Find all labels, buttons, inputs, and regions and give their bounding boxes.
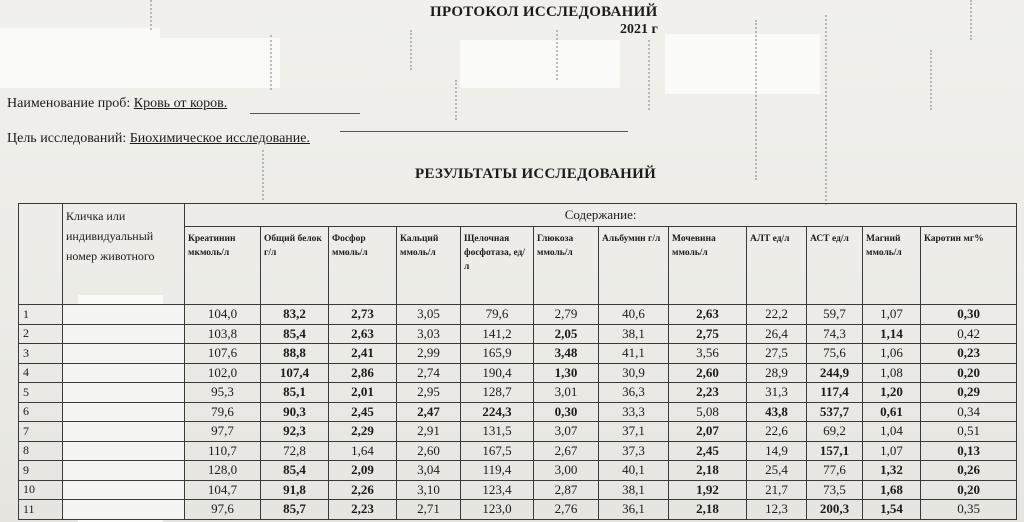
table-cell: 128,7 xyxy=(461,383,534,403)
table-cell: 107,6 xyxy=(185,344,261,364)
row-number: 7 xyxy=(19,422,63,442)
table-cell: 2,75 xyxy=(669,324,747,344)
table-cell: 92,3 xyxy=(261,422,329,442)
table-cell: 3,56 xyxy=(669,344,747,364)
animal-id-cell xyxy=(63,422,185,442)
table-cell: 28,9 xyxy=(747,363,807,383)
underline-rule xyxy=(340,131,628,132)
table-cell: 2,01 xyxy=(329,383,397,403)
table-cell: 1,07 xyxy=(863,305,921,325)
table-cell: 1,92 xyxy=(669,480,747,500)
redacted-area xyxy=(665,34,820,94)
animal-id-cell xyxy=(63,500,185,520)
table-cell: 14,9 xyxy=(747,441,807,461)
redacted-area xyxy=(0,28,160,88)
table-cell: 167,5 xyxy=(461,441,534,461)
table-cell: 2,23 xyxy=(669,383,747,403)
scan-noise xyxy=(455,80,457,120)
table-cell: 36,3 xyxy=(599,383,669,403)
table-cell: 40,1 xyxy=(599,461,669,481)
row-number: 10 xyxy=(19,480,63,500)
table-cell: 85,4 xyxy=(261,324,329,344)
sample-name-value: Кровь от коров. xyxy=(133,96,228,111)
table-cell: 2,47 xyxy=(397,402,461,422)
table-cell: 1,20 xyxy=(863,383,921,403)
table-cell: 3,03 xyxy=(397,324,461,344)
table-cell: 0,26 xyxy=(921,461,1017,481)
animal-id-cell xyxy=(63,480,185,500)
table-cell: 0,23 xyxy=(921,344,1017,364)
animal-id-cell xyxy=(63,402,185,422)
table-cell: 2,99 xyxy=(397,344,461,364)
table-cell: 3,01 xyxy=(534,383,599,403)
column-header: Мочевина ммоль/л xyxy=(669,227,747,305)
table-cell: 117,4 xyxy=(807,383,863,403)
row-number-header xyxy=(19,204,63,305)
row-number: 9 xyxy=(19,461,63,481)
row-number: 3 xyxy=(19,344,63,364)
table-cell: 43,8 xyxy=(747,402,807,422)
table-cell: 0,30 xyxy=(921,305,1017,325)
redacted-area xyxy=(160,38,280,88)
table-cell: 27,5 xyxy=(747,344,807,364)
row-number: 2 xyxy=(19,324,63,344)
table-cell: 131,5 xyxy=(461,422,534,442)
table-cell: 1,30 xyxy=(534,363,599,383)
table-cell: 1,06 xyxy=(863,344,921,364)
table-cell: 123,4 xyxy=(461,480,534,500)
table-cell: 2,45 xyxy=(329,402,397,422)
table-row xyxy=(19,305,1017,325)
table-cell: 2,63 xyxy=(669,305,747,325)
table-cell: 72,8 xyxy=(261,441,329,461)
table-cell: 110,7 xyxy=(185,441,261,461)
table-cell: 3,04 xyxy=(397,461,461,481)
column-header: АЛТ ед/л xyxy=(747,227,807,305)
underline-rule xyxy=(250,113,360,114)
table-row xyxy=(19,324,1017,344)
table-cell: 244,9 xyxy=(807,363,863,383)
table-cell: 2,60 xyxy=(397,441,461,461)
table-cell: 41,1 xyxy=(599,344,669,364)
column-header: Фосфор ммоль/л xyxy=(329,227,397,305)
table-row xyxy=(19,441,1017,461)
column-header: Креатинин мкмоль/л xyxy=(185,227,261,305)
table-cell: 0,13 xyxy=(921,441,1017,461)
table-cell: 0,29 xyxy=(921,383,1017,403)
row-number: 11 xyxy=(19,500,63,520)
table-cell: 0,30 xyxy=(534,402,599,422)
row-number: 6 xyxy=(19,402,63,422)
table-cell: 107,4 xyxy=(261,363,329,383)
table-cell: 95,3 xyxy=(185,383,261,403)
animal-id-cell xyxy=(63,461,185,481)
column-header: Кальций ммоль/л xyxy=(397,227,461,305)
column-header: Альбумин г/л xyxy=(599,227,669,305)
table-cell: 79,6 xyxy=(461,305,534,325)
scan-noise xyxy=(648,40,650,110)
table-cell: 97,6 xyxy=(185,500,261,520)
row-number: 4 xyxy=(19,363,63,383)
scan-noise xyxy=(825,15,827,205)
table-cell: 2,09 xyxy=(329,461,397,481)
content-header: Содержание: xyxy=(185,204,1017,227)
animal-id-header: Кличка или индивидуальный номер животного xyxy=(63,204,185,305)
table-row xyxy=(19,344,1017,364)
table-cell: 2,45 xyxy=(669,441,747,461)
table-cell: 1,04 xyxy=(863,422,921,442)
table-cell: 2,60 xyxy=(669,363,747,383)
scan-noise xyxy=(150,0,152,30)
results-table xyxy=(18,203,1017,520)
table-cell: 200,3 xyxy=(807,500,863,520)
table-cell: 2,73 xyxy=(329,305,397,325)
table-cell: 2,18 xyxy=(669,500,747,520)
table-cell: 2,23 xyxy=(329,500,397,520)
table-cell: 537,7 xyxy=(807,402,863,422)
sample-name-label: Наименование проб: xyxy=(7,96,134,111)
table-cell: 0,35 xyxy=(921,500,1017,520)
table-cell: 1,07 xyxy=(863,441,921,461)
row-number: 1 xyxy=(19,305,63,325)
scan-noise xyxy=(930,50,932,110)
table-cell: 2,86 xyxy=(329,363,397,383)
row-number: 8 xyxy=(19,441,63,461)
scan-noise xyxy=(270,35,272,90)
table-cell: 3,10 xyxy=(397,480,461,500)
table-cell: 119,4 xyxy=(461,461,534,481)
table-cell: 1,32 xyxy=(863,461,921,481)
column-header: Каротин мг% xyxy=(921,227,1017,305)
table-cell: 0,34 xyxy=(921,402,1017,422)
table-cell: 22,2 xyxy=(747,305,807,325)
sample-name-line xyxy=(7,96,227,112)
table-row xyxy=(19,363,1017,383)
table-row xyxy=(19,383,1017,403)
table-cell: 2,74 xyxy=(397,363,461,383)
table-cell: 3,05 xyxy=(397,305,461,325)
table-cell: 2,91 xyxy=(397,422,461,442)
table-cell: 1,14 xyxy=(863,324,921,344)
table-cell: 2,79 xyxy=(534,305,599,325)
scan-noise xyxy=(755,20,757,180)
column-header: Общий белок г/л xyxy=(261,227,329,305)
table-cell: 36,1 xyxy=(599,500,669,520)
table-cell: 22,6 xyxy=(747,422,807,442)
table-cell: 5,08 xyxy=(669,402,747,422)
table-cell: 0,61 xyxy=(863,402,921,422)
table-cell: 37,3 xyxy=(599,441,669,461)
table-cell: 0,42 xyxy=(921,324,1017,344)
animal-id-cell xyxy=(63,305,185,325)
results-title: РЕЗУЛЬТАТЫ ИССЛЕДОВАНИЙ xyxy=(415,166,657,182)
table-cell: 190,4 xyxy=(461,363,534,383)
table-cell: 79,6 xyxy=(185,402,261,422)
table-cell: 40,6 xyxy=(599,305,669,325)
table-cell: 97,7 xyxy=(185,422,261,442)
table-cell: 90,3 xyxy=(261,402,329,422)
table-cell: 2,29 xyxy=(329,422,397,442)
research-purpose-value: Биохимическое исследование. xyxy=(129,131,310,146)
scan-noise xyxy=(262,150,264,200)
protocol-title: ПРОТОКОЛ ИССЛЕДОВАНИЙ xyxy=(430,4,658,20)
table-cell: 21,7 xyxy=(747,480,807,500)
table-cell: 85,4 xyxy=(261,461,329,481)
research-purpose-line xyxy=(7,131,310,147)
table-cell: 75,6 xyxy=(807,344,863,364)
table-cell: 88,8 xyxy=(261,344,329,364)
table-cell: 59,7 xyxy=(807,305,863,325)
table-cell: 103,8 xyxy=(185,324,261,344)
table-cell: 157,1 xyxy=(807,441,863,461)
table-cell: 85,1 xyxy=(261,383,329,403)
table-cell: 2,18 xyxy=(669,461,747,481)
table-cell: 3,48 xyxy=(534,344,599,364)
table-cell: 3,07 xyxy=(534,422,599,442)
results-body xyxy=(19,305,1017,520)
table-cell: 141,2 xyxy=(461,324,534,344)
table-cell: 30,9 xyxy=(599,363,669,383)
table-cell: 102,0 xyxy=(185,363,261,383)
column-header: АСТ ед/л xyxy=(807,227,863,305)
table-cell: 69,2 xyxy=(807,422,863,442)
column-header: Магний ммоль/л xyxy=(863,227,921,305)
table-cell: 91,8 xyxy=(261,480,329,500)
table-cell: 2,76 xyxy=(534,500,599,520)
table-cell: 104,0 xyxy=(185,305,261,325)
table-row xyxy=(19,402,1017,422)
research-purpose-label: Цель исследований: xyxy=(7,131,130,146)
table-cell: 74,3 xyxy=(807,324,863,344)
table-cell: 3,00 xyxy=(534,461,599,481)
table-cell: 2,87 xyxy=(534,480,599,500)
scan-noise xyxy=(556,30,558,80)
table-cell: 128,0 xyxy=(185,461,261,481)
table-cell: 12,3 xyxy=(747,500,807,520)
table-cell: 2,67 xyxy=(534,441,599,461)
table-cell: 224,3 xyxy=(461,402,534,422)
table-cell: 1,08 xyxy=(863,363,921,383)
table-cell: 2,95 xyxy=(397,383,461,403)
table-cell: 0,20 xyxy=(921,480,1017,500)
table-row xyxy=(19,422,1017,442)
column-header: Щелочная фосфотаза, ед/л xyxy=(461,227,534,305)
table-cell: 0,51 xyxy=(921,422,1017,442)
animal-id-cell xyxy=(63,363,185,383)
column-header: Глюкоза ммоль/л xyxy=(534,227,599,305)
table-cell: 2,07 xyxy=(669,422,747,442)
table-cell: 1,64 xyxy=(329,441,397,461)
table-cell: 25,4 xyxy=(747,461,807,481)
scan-noise xyxy=(410,30,412,70)
table-cell: 165,9 xyxy=(461,344,534,364)
table-row xyxy=(19,500,1017,520)
table-cell: 2,63 xyxy=(329,324,397,344)
table-cell: 123,0 xyxy=(461,500,534,520)
table-cell: 38,1 xyxy=(599,324,669,344)
table-cell: 38,1 xyxy=(599,480,669,500)
protocol-year: 2021 г xyxy=(620,22,658,37)
redacted-area xyxy=(460,40,620,88)
table-row xyxy=(19,461,1017,481)
animal-id-cell xyxy=(63,344,185,364)
table-cell: 2,26 xyxy=(329,480,397,500)
table-cell: 2,41 xyxy=(329,344,397,364)
table-cell: 31,3 xyxy=(747,383,807,403)
table-cell: 0,20 xyxy=(921,363,1017,383)
table-cell: 33,3 xyxy=(599,402,669,422)
table-row xyxy=(19,480,1017,500)
table-cell: 73,5 xyxy=(807,480,863,500)
row-number: 5 xyxy=(19,383,63,403)
table-cell: 83,2 xyxy=(261,305,329,325)
scan-noise xyxy=(970,0,972,40)
table-cell: 104,7 xyxy=(185,480,261,500)
table-cell: 1,54 xyxy=(863,500,921,520)
table-cell: 85,7 xyxy=(261,500,329,520)
animal-id-cell xyxy=(63,324,185,344)
table-cell: 37,1 xyxy=(599,422,669,442)
table-cell: 26,4 xyxy=(747,324,807,344)
table-cell: 2,71 xyxy=(397,500,461,520)
table-cell: 77,6 xyxy=(807,461,863,481)
table-cell: 1,68 xyxy=(863,480,921,500)
animal-id-cell xyxy=(63,441,185,461)
table-cell: 2,05 xyxy=(534,324,599,344)
animal-id-cell xyxy=(63,383,185,403)
